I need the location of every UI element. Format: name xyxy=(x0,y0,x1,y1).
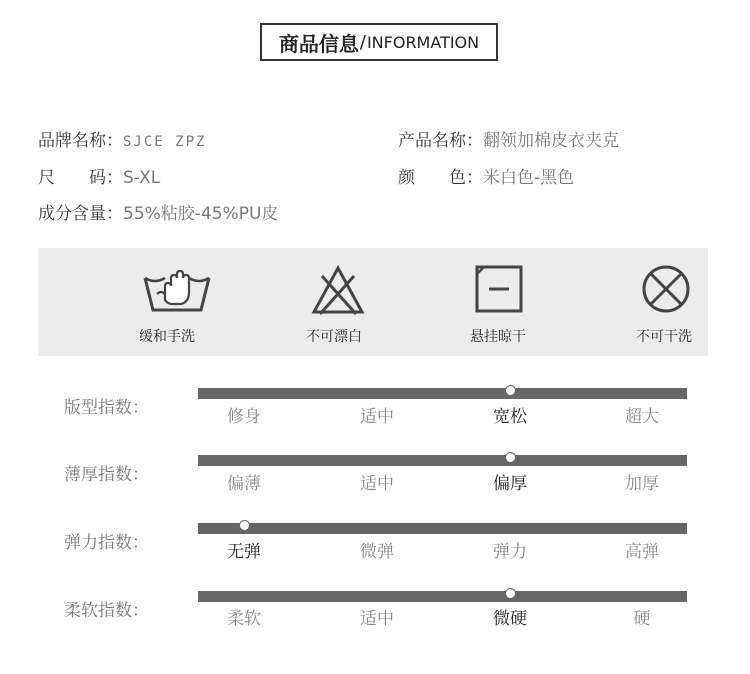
scale-option-fit-0: 修身 xyxy=(227,407,261,427)
info-brand xyxy=(38,126,206,151)
scale-option-softness-3: 硬 xyxy=(633,609,651,629)
info-size-label: 尺 码： xyxy=(38,168,123,188)
scale-option-softness-0: 柔软 xyxy=(227,609,261,629)
care-item-hang-dry xyxy=(428,248,568,356)
scale-bar-elasticity xyxy=(198,523,687,534)
info-color-label: 颜 色： xyxy=(398,168,483,188)
info-size-value: S-XL xyxy=(123,168,161,188)
care-label-hang-dry: 悬挂晾干 xyxy=(470,329,526,345)
scale-option-fit-1: 适中 xyxy=(360,407,394,427)
scale-option-elasticity-2: 弹力 xyxy=(493,542,527,562)
section-title-en: INFORMATION xyxy=(366,32,480,52)
info-material-value: 55%粘胶-45%PU皮 xyxy=(123,204,279,224)
hand-wash-icon xyxy=(143,264,211,318)
scale-bar-softness xyxy=(198,591,687,602)
info-color-value: 米白色-黑色 xyxy=(483,168,575,188)
scale-option-elasticity-3: 高弹 xyxy=(625,542,659,562)
scale-label-elasticity: 弹力指数： xyxy=(64,533,149,553)
scale-indicator-thickness xyxy=(505,452,516,463)
care-label-hand-wash: 缓和手洗 xyxy=(139,329,195,345)
care-item-no-bleach xyxy=(264,248,404,356)
scale-option-fit-3: 超大 xyxy=(625,407,659,427)
info-brand-value: SJCE ZPZ xyxy=(123,134,207,150)
scale-option-thickness-2: 偏厚 xyxy=(493,474,527,494)
scale-option-softness-2: 微硬 xyxy=(493,609,527,629)
scale-option-thickness-3: 加厚 xyxy=(625,474,659,494)
no-dry-clean-icon xyxy=(640,264,692,314)
info-product-label: 产品名称： xyxy=(398,131,483,151)
scale-option-elasticity-1: 微弹 xyxy=(360,542,394,562)
care-instructions-panel xyxy=(38,248,708,356)
scale-option-thickness-0: 偏薄 xyxy=(227,474,261,494)
info-color xyxy=(398,163,574,188)
info-material-label: 成分含量： xyxy=(38,204,123,224)
care-label-no-dry-clean: 不可干洗 xyxy=(636,329,692,345)
hang-dry-shade-icon xyxy=(474,264,526,314)
no-bleach-icon xyxy=(310,264,366,316)
scale-option-softness-1: 适中 xyxy=(360,609,394,629)
scale-label-fit: 版型指数： xyxy=(64,398,149,418)
scale-bar-fit xyxy=(198,388,687,399)
scale-label-softness: 柔软指数： xyxy=(64,601,149,621)
info-product-value: 翻领加棉皮衣夹克 xyxy=(483,131,619,151)
info-product xyxy=(398,126,619,151)
scale-indicator-elasticity xyxy=(239,520,250,531)
section-title xyxy=(260,23,498,61)
scale-bar-thickness xyxy=(198,455,687,466)
section-title-cn: 商品信息 xyxy=(278,31,359,56)
care-item-hand-wash xyxy=(97,248,237,356)
scale-label-thickness: 薄厚指数： xyxy=(64,465,149,485)
scale-option-fit-2: 宽松 xyxy=(493,407,527,427)
scale-indicator-softness xyxy=(505,588,516,599)
info-size xyxy=(38,163,160,188)
scale-option-thickness-1: 适中 xyxy=(360,474,394,494)
info-material xyxy=(38,199,278,224)
care-item-no-dry-clean xyxy=(594,248,734,356)
scale-option-elasticity-0: 无弹 xyxy=(227,542,261,562)
care-label-no-bleach: 不可漂白 xyxy=(306,329,362,345)
info-brand-label: 品牌名称： xyxy=(38,131,123,151)
section-title-separator: / xyxy=(359,31,366,53)
scale-indicator-fit xyxy=(505,385,516,396)
